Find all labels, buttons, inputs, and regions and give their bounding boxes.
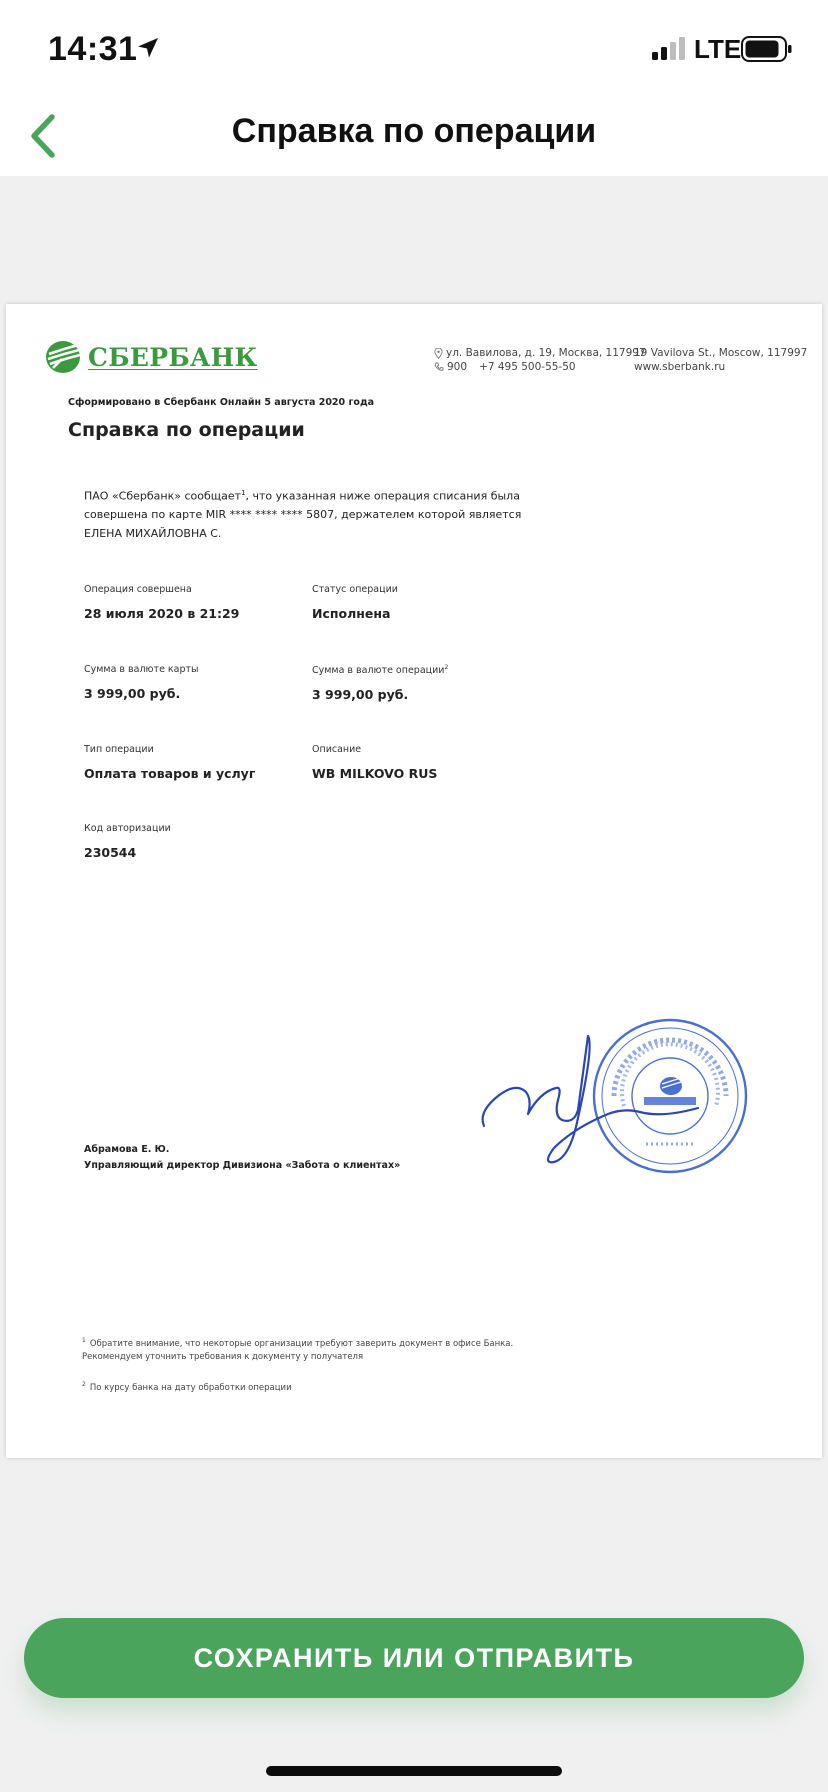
phone-short: 900	[447, 361, 468, 373]
phone-icon	[434, 362, 444, 372]
stamp-and-signature	[474, 1016, 754, 1176]
field-description	[312, 744, 437, 781]
status-time: 14:31	[48, 30, 138, 68]
sberbank-logo-text: СБЕРБАНК	[88, 342, 258, 372]
home-indicator	[266, 1766, 562, 1776]
intro-part-1: ПАО «Сбербанк» сообщает	[84, 489, 242, 503]
intro-paragraph	[84, 484, 544, 543]
field-value: Исполнена	[312, 606, 391, 621]
nav-bar	[0, 96, 828, 176]
footnote-ref-1: 1	[241, 489, 246, 497]
generated-date: Сформировано в Сбербанк Онлайн 5 августа 2020 года	[68, 397, 375, 408]
field-value: 28 июля 2020 в 21:29	[84, 606, 240, 621]
field-card-amount	[84, 664, 199, 701]
field-label-text: Сумма в валюте операции	[312, 665, 445, 677]
field-auth-code	[84, 823, 171, 860]
field-label: Статус операции	[312, 584, 398, 595]
operation-certificate-document[interactable]	[6, 304, 822, 1458]
footnote-2-text: По курсу банка на дату обработки операции	[89, 1382, 292, 1393]
bank-address-en	[634, 346, 807, 374]
website-link: www.sberbank.ru	[634, 361, 726, 373]
footnote-2	[82, 1378, 292, 1395]
page-title: Справка по операции	[231, 112, 597, 150]
field-label: Операция совершена	[84, 584, 192, 595]
signer-block	[84, 1142, 400, 1174]
field-value: 230544	[84, 845, 137, 860]
field-value: 3 999,00 руб.	[312, 687, 409, 703]
official-stamp-icon	[594, 1020, 746, 1172]
field-operation-amount	[312, 664, 448, 702]
footnote-number: 2	[82, 1381, 86, 1388]
signal-icon	[652, 36, 690, 62]
field-value: WB MILKOVO RUS	[312, 766, 438, 781]
map-pin-icon	[434, 348, 443, 359]
field-value: 3 999,00 руб.	[84, 686, 181, 701]
field-label: Сумма в валюте карты	[84, 664, 199, 675]
phone-full: +7 495 500-55-50	[479, 361, 576, 373]
footnote-1	[82, 1334, 562, 1365]
field-operation-type	[84, 744, 255, 781]
field-value: Оплата товаров и услуг	[84, 766, 256, 781]
sberbank-logo-icon	[44, 340, 82, 374]
save-or-send-button[interactable]: СОХРАНИТЬ ИЛИ ОТПРАВИТЬ	[24, 1618, 804, 1698]
network-label: LTE	[694, 34, 742, 64]
location-arrow-icon	[136, 36, 160, 60]
field-label: Тип операции	[84, 744, 154, 755]
document-title: Справка по операции	[68, 419, 305, 441]
footnote-1-text: Обратите внимание, что некоторые организации требуют заверить документ в офисе Банка. Рекомендуем уточнить требования к документу у получателя	[82, 1338, 514, 1363]
battery-icon	[741, 36, 793, 62]
field-label: Код авторизации	[84, 823, 171, 834]
bank-address-ru	[434, 346, 646, 374]
signer-title: Управляющий директор Дивизиона «Забота о клиентах»	[84, 1160, 401, 1171]
intro-part-2: , что указанная ниже операция списания была совершена по карте MIR **** **** **** 5807, держателем которой является ЕЛЕНА МИХАЙЛОВНА С.	[84, 489, 522, 540]
field-operation-date	[84, 584, 239, 621]
sberbank-logo	[44, 340, 258, 374]
footnote-ref-2: 2	[444, 664, 449, 671]
field-label	[312, 664, 448, 676]
signer-name: Абрамова Е. Ю.	[84, 1144, 170, 1155]
footnote-number: 1	[82, 1337, 86, 1344]
address-ru-text: ул. Вавилова, д. 19, Москва, 117997	[446, 347, 646, 359]
field-label: Описание	[312, 744, 362, 755]
address-en-text: 19 Vavilova St., Moscow, 117997	[634, 347, 808, 359]
status-bar	[0, 0, 828, 96]
field-operation-status	[312, 584, 398, 621]
